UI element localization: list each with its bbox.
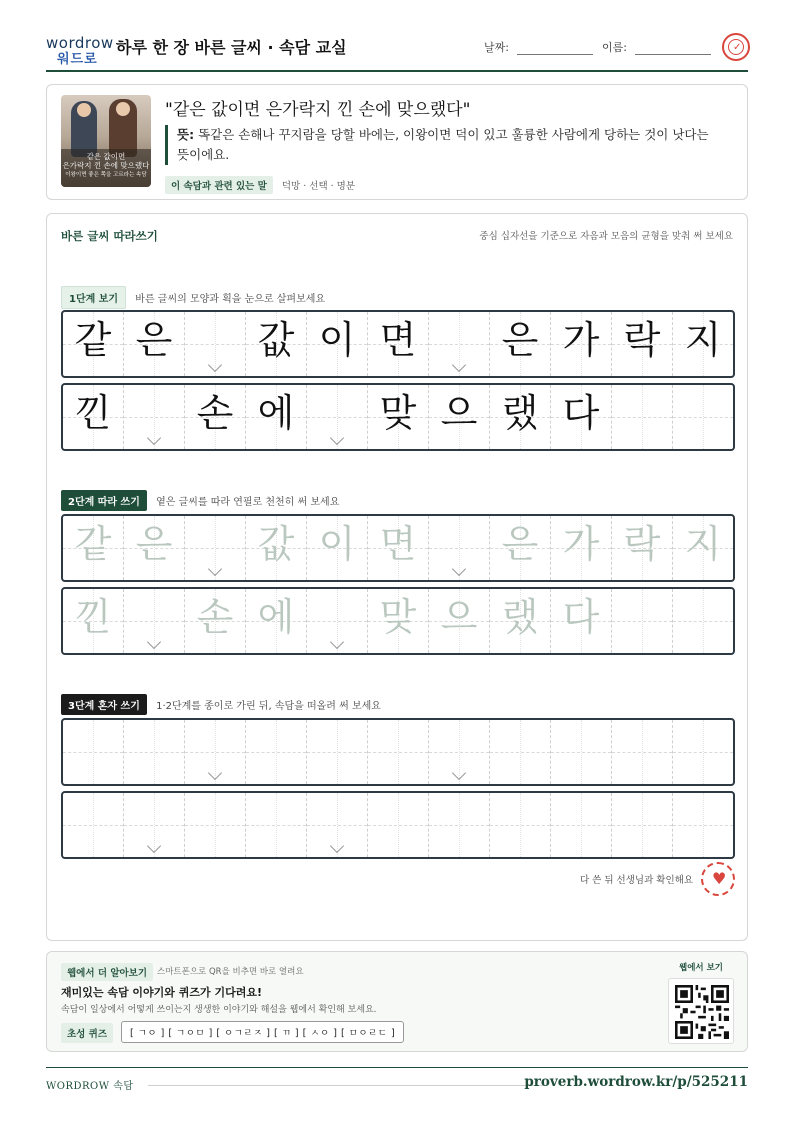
proverb-illustration: [61, 95, 151, 187]
step2-badge: 2단계 따라 쓰기: [61, 490, 147, 511]
grid-cell[interactable]: [490, 720, 551, 784]
step3-row1[interactable]: [61, 718, 735, 786]
meaning-label: 뜻:: [177, 127, 195, 142]
step3-text: 1·2단계를 종이로 가린 뒤, 속담을 떠올려 써 보세요: [156, 701, 381, 712]
check-stamp-icon: ✓: [722, 33, 750, 61]
grid-char: 다: [562, 595, 600, 639]
grid-char: 에: [257, 595, 295, 639]
space-mark-icon: [330, 431, 344, 445]
chosung-quiz: [ ㄱㅇ ] [ ㄱㅇㅁ ] [ ㅇㄱㄹㅈ ] [ ㄲ ] [ ㅅㅇ ] [ ㅁㅇㄹㄷ ]: [121, 1021, 404, 1043]
space-mark-icon: [208, 562, 222, 576]
grid-cell: [673, 385, 733, 449]
web-tag: 웹에서 더 알아보기: [61, 963, 153, 981]
grid-cell: [307, 312, 368, 376]
space-mark-icon: [147, 839, 161, 853]
grid-cell[interactable]: [307, 720, 368, 784]
step1-text: 바른 글씨의 모양과 획을 눈으로 살펴보세요: [135, 294, 326, 305]
grid-char: 가: [562, 318, 600, 362]
footer-divider: [148, 1085, 544, 1086]
space-mark-icon: [452, 766, 466, 780]
practice-title: 바른 글씨 따라쓰기: [61, 229, 158, 243]
page-title: 하루 한 장 바른 글씨 · 속담 교실: [116, 38, 347, 57]
grid-char: 맞: [379, 391, 417, 435]
footer-brand: WORDROW 속담: [46, 1081, 134, 1092]
date-field[interactable]: [484, 39, 593, 55]
qr-graphic: [675, 985, 729, 1039]
grid-char: 으: [440, 391, 478, 435]
grid-cell[interactable]: [490, 793, 551, 857]
grid-cell: [429, 312, 490, 376]
grid-cell[interactable]: [673, 720, 733, 784]
heart-stamp-icon: ♥: [701, 862, 735, 896]
space-mark-icon: [330, 635, 344, 649]
grid-cell: [63, 312, 124, 376]
handwriting-practice: [46, 213, 748, 941]
grid-cell[interactable]: [429, 516, 490, 580]
grid-char: 은: [501, 318, 539, 362]
logo-text-bottom: 워드로: [57, 52, 98, 67]
grid-char: 낀: [74, 391, 112, 435]
grid-char: 같: [74, 522, 112, 566]
grid-cell[interactable]: [246, 720, 307, 784]
grid-char: 면: [379, 522, 417, 566]
space-mark-icon: [330, 839, 344, 853]
step1-row2: [61, 383, 735, 451]
page-header: [46, 30, 748, 72]
qr-label: 웹에서 보기: [679, 963, 724, 973]
space-mark-icon: [452, 562, 466, 576]
grid-cell: [612, 312, 673, 376]
grid-char: 지: [684, 522, 722, 566]
grid-cell[interactable]: [612, 793, 673, 857]
space-mark-icon: [208, 358, 222, 372]
grid-cell[interactable]: [673, 793, 733, 857]
grid-cell: [124, 312, 185, 376]
grid-char: 에: [257, 391, 295, 435]
grid-char: 손: [196, 595, 234, 639]
grid-cell[interactable]: [429, 793, 490, 857]
grid-cell[interactable]: [246, 516, 307, 580]
grid-cell[interactable]: [368, 720, 429, 784]
grid-cell[interactable]: [185, 793, 246, 857]
date-label: 날짜:: [484, 41, 509, 54]
grid-char: 값: [257, 522, 295, 566]
name-field[interactable]: [602, 39, 711, 55]
grid-cell: [490, 312, 551, 376]
grid-cell: [307, 385, 368, 449]
grid-cell[interactable]: [490, 516, 551, 580]
grid-char: 랬: [501, 595, 539, 639]
step2-header: [61, 490, 339, 511]
grid-char: 면: [379, 318, 417, 362]
grid-cell: [246, 385, 307, 449]
grid-char: 은: [135, 522, 173, 566]
grid-cell[interactable]: [246, 793, 307, 857]
grid-char: 낀: [74, 595, 112, 639]
grid-char: 은: [501, 522, 539, 566]
step2-row1[interactable]: [61, 514, 735, 582]
step1-badge: 1단계 보기: [61, 286, 126, 309]
grid-char: 락: [623, 522, 661, 566]
quiz-label: 초성 퀴즈: [61, 1023, 113, 1043]
space-mark-icon: [208, 766, 222, 780]
grid-cell[interactable]: [368, 589, 429, 653]
grid-char: 가: [562, 522, 600, 566]
grid-cell[interactable]: [124, 793, 185, 857]
grid-char: 손: [196, 391, 234, 435]
space-mark-icon: [452, 358, 466, 372]
name-label: 이름:: [602, 41, 627, 54]
grid-char: 같: [74, 318, 112, 362]
grid-cell[interactable]: [63, 720, 124, 784]
wordrow-logo: [46, 34, 114, 67]
grid-cell[interactable]: [551, 720, 612, 784]
grid-cell[interactable]: [63, 793, 124, 857]
qr-code-icon[interactable]: [668, 978, 734, 1044]
grid-cell[interactable]: [124, 516, 185, 580]
grid-cell[interactable]: [185, 589, 246, 653]
grid-cell[interactable]: [429, 720, 490, 784]
grid-cell[interactable]: [612, 589, 673, 653]
grid-cell[interactable]: [307, 793, 368, 857]
grid-cell[interactable]: [63, 589, 124, 653]
grid-char: 지: [684, 318, 722, 362]
grid-cell[interactable]: [551, 589, 612, 653]
name-input-line[interactable]: [635, 43, 711, 55]
grid-cell: [368, 312, 429, 376]
space-mark-icon: [147, 635, 161, 649]
grid-cell: [185, 385, 246, 449]
step3-header: [61, 694, 381, 715]
grid-cell[interactable]: [185, 516, 246, 580]
grid-cell[interactable]: [551, 793, 612, 857]
proverb-meaning: [165, 125, 721, 165]
grid-cell: [124, 385, 185, 449]
date-input-line[interactable]: [517, 43, 593, 55]
grid-char: 맞: [379, 595, 417, 639]
grid-cell: [246, 312, 307, 376]
related-words-list: 덕망 · 선택 · 명분: [281, 181, 356, 192]
grid-cell[interactable]: [429, 589, 490, 653]
illustration-caption: 같은 값이면 은가락지 낀 손에 맞으랬다 이왕이면 좋은 쪽을 고르라는 속담: [61, 149, 151, 187]
web-promo: [46, 951, 748, 1052]
step1-row1: [61, 310, 735, 378]
proverb-card: [46, 84, 748, 200]
grid-cell: [673, 312, 733, 376]
grid-cell[interactable]: [124, 720, 185, 784]
grid-cell[interactable]: [307, 589, 368, 653]
grid-cell: [551, 385, 612, 449]
grid-cell[interactable]: [490, 589, 551, 653]
grid-cell[interactable]: [368, 793, 429, 857]
grid-char: 이: [318, 318, 356, 362]
grid-char: 은: [135, 318, 173, 362]
grid-cell: [368, 385, 429, 449]
grid-char: 다: [562, 391, 600, 435]
step2-text: 옅은 글씨를 따라 연필로 천천히 써 보세요: [156, 497, 340, 508]
grid-cell: [551, 312, 612, 376]
grid-cell: [185, 312, 246, 376]
web-description: 속담이 일상에서 어떻게 쓰이는지 생생한 이야기와 해설을 웹에서 확인해 보세요.: [61, 1005, 377, 1015]
grid-cell[interactable]: [307, 516, 368, 580]
related-tag: 이 속담과 관련 있는 말: [165, 176, 273, 194]
grid-cell[interactable]: [612, 720, 673, 784]
teacher-check-note: 다 쓴 뒤 선생님과 확인해요: [579, 875, 693, 886]
grid-cell[interactable]: [673, 516, 733, 580]
meaning-text: 똑같은 손해나 꾸지람을 당할 바에는, 이왕이면 덕이 있고 훌륭한 사람에게 당하는 것이 낫다는 뜻이에요.: [177, 127, 709, 162]
grid-cell[interactable]: [612, 516, 673, 580]
grid-cell[interactable]: [185, 720, 246, 784]
grid-cell[interactable]: [63, 516, 124, 580]
grid-cell: [490, 385, 551, 449]
web-tag-hint: 스마트폰으로 QR을 비추면 바로 열려요: [157, 967, 304, 977]
grid-cell[interactable]: [551, 516, 612, 580]
grid-cell: [429, 385, 490, 449]
proverb-text: "같은 값이면 은가락지 낀 손에 맞으랬다": [165, 100, 471, 120]
grid-cell[interactable]: [673, 589, 733, 653]
grid-cell: [63, 385, 124, 449]
grid-cell[interactable]: [368, 516, 429, 580]
page-footer: [46, 1067, 748, 1097]
related-words: [165, 176, 355, 194]
web-headline: 재미있는 속담 이야기와 퀴즈가 기다려요!: [61, 986, 262, 999]
step3-badge: 3단계 혼자 쓰기: [61, 694, 147, 715]
step2-row2[interactable]: [61, 587, 735, 655]
grid-cell: [612, 385, 673, 449]
space-mark-icon: [147, 431, 161, 445]
footer-url[interactable]: proverb.wordrow.kr/p/525211: [524, 1074, 748, 1090]
step3-row2[interactable]: [61, 791, 735, 859]
grid-cell[interactable]: [246, 589, 307, 653]
grid-char: 값: [257, 318, 295, 362]
practice-hint: 중심 십자선을 기준으로 자음과 모음의 균형을 맞춰 써 보세요: [479, 231, 733, 242]
grid-char: 락: [623, 318, 661, 362]
grid-char: 으: [440, 595, 478, 639]
grid-char: 이: [318, 522, 356, 566]
logo-text-top: wordrow: [46, 34, 114, 52]
grid-char: 랬: [501, 391, 539, 435]
step1-header: [61, 286, 325, 309]
grid-cell[interactable]: [124, 589, 185, 653]
